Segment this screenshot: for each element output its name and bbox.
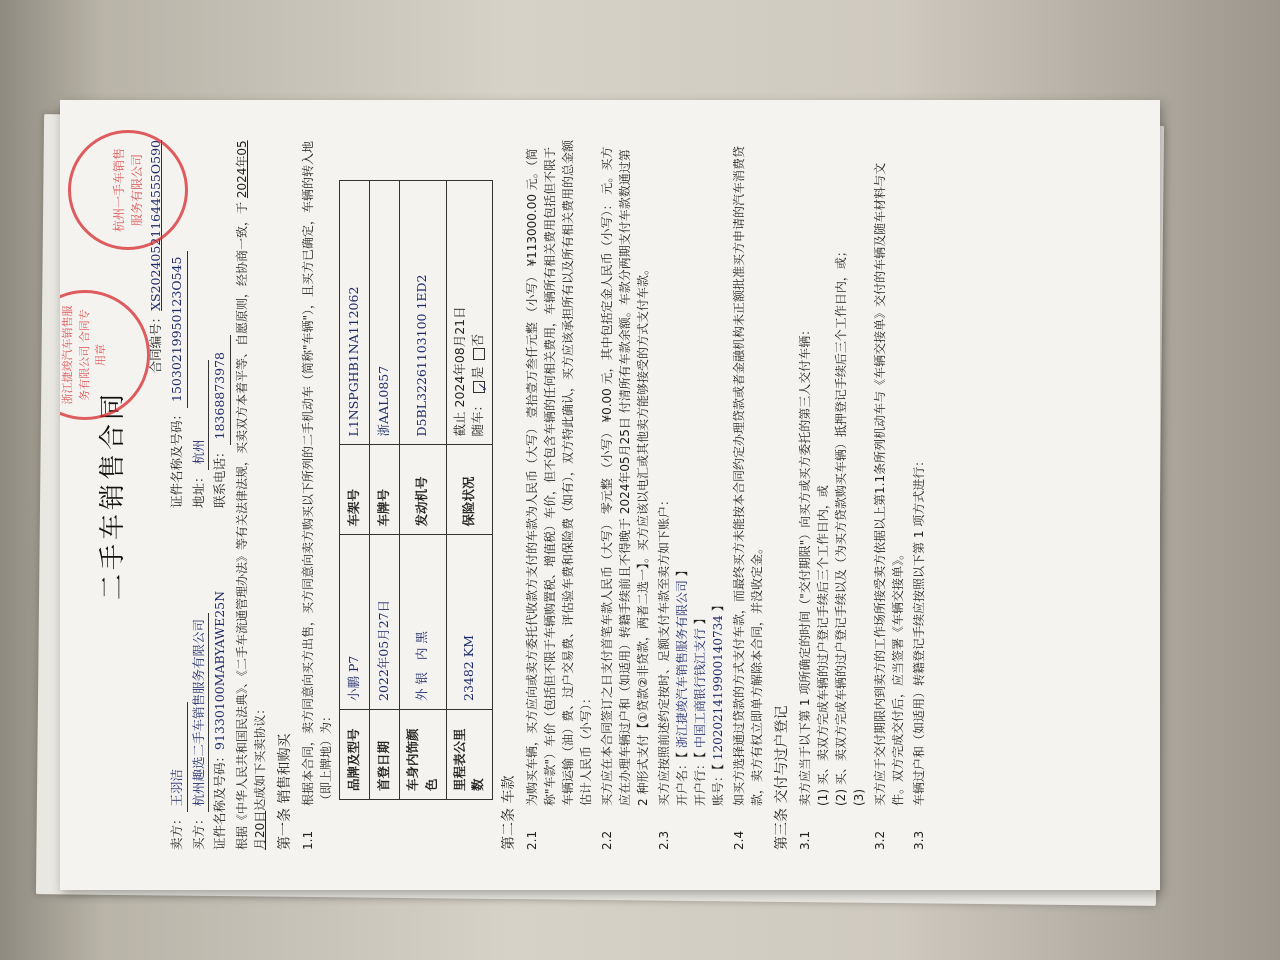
checkbox-no: [473, 348, 485, 360]
clause-3-3: 3.3 车辆过户和（如适用）转籍登记手续应按照以下第 1 项方式进行：: [912, 454, 926, 850]
account-name: 浙江捷竣汽车销售服务有限公司: [675, 580, 689, 749]
bank-name: 中国工商银行钱江支行: [693, 628, 707, 749]
vehicle-mileage: 23482 KM: [446, 535, 493, 710]
checkbox-yes: ✓: [474, 381, 490, 392]
buyer-id: 91330100MABYAWE25N: [212, 590, 228, 750]
article-1-title: 第一条 销售和购买: [277, 733, 293, 850]
vehicle-vin: L1NSPGHB1NA112062: [340, 181, 370, 445]
seller-row: 卖方：王羽洁 证件名称及号码：15030219950123O545: [168, 140, 188, 850]
clause-3-1: 3.1 卖方应当于以下第 1 项所确定的时间（"交付期限"）向买方或买方委托的第三人交付车辆： (1) 买、卖双方完成车辆的过户登记手续后三个工作日内，或 (2) 买、卖双方完成车辆的过户登记手续以及（为买方贷款购买车辆）抵押登记手续后三个工作日内，或； (3): [798, 245, 866, 850]
article-3-title: 第三条 交付与过户登记: [774, 705, 790, 850]
clause-2-2: 2.2 买方应在本合同签订之日支付首笔车款人民币（大写） 零元整 （小写） ¥0.00 元，其中包括定金人民币（小写）： 元。买方应在办理车辆过户和（如适用）转籍手续前且不得晚于 2024年05月25日 付清所有车款余额。车款分两期支付车款数通过第 2 种形式支付【①贷款②非贷款，两者二选一】。买方应该以电汇或其他卖方能够接受的方式支付车款。: [600, 146, 650, 850]
account-number: 1202021419900140734: [711, 615, 725, 761]
vehicle-plate: 浙AAL0857: [370, 181, 400, 445]
seller-name: 王羽洁: [168, 702, 188, 812]
contract-paper: [60, 100, 1160, 890]
buyer-id-row: 证件名称及号码：91330100MABYAWE25N 联系电话：18368873978: [211, 140, 231, 850]
vehicle-model: 小鹏 P7: [340, 535, 370, 710]
vehicle-regdate: 2022年05月27日: [370, 535, 400, 710]
clause-3-2: 3.2 买方应于交付期限内到卖方的工作场所接受卖方依据以上第1.1条所列机动车与《车辆交接单》交付的车辆及随车材料与文件。双方完成交付后，应当签署《车辆交接单》。: [873, 162, 905, 850]
intro-paragraph: 根据《中华人民共和国民法典》、《二手车流通管理办法》等有关法律法规，买卖双方本着平等、自愿原则，经协商一致，于 2024年05月20日达成如下买卖协议：: [235, 140, 267, 850]
vehicle-engine: D5BL32261103100 1ED2: [400, 181, 447, 445]
contract-seal: 浙江捷竣汽车销售服务有限公司 合同专用章: [60, 290, 150, 420]
seller-id: 15030219950123O545: [168, 251, 188, 408]
buyer-address: 杭州: [190, 360, 210, 470]
contract-body: [60, 110, 1140, 890]
vehicle-color: 外 银 内 黑: [400, 535, 447, 710]
vehicle-table: 品牌及型号 小鹏 P7 车架号 L1NSPGHB1NA112062 首登日期 2022年05月27日 车牌号 浙AAL0857 车身内饰颜色 外 银 内 黑 发动机号 D5BL32261103100 1ED2 里程表公里数 23482 KM 保险状况 截止 2024年08月21日 随车： ✓是 否: [339, 180, 493, 800]
clause-2-1: 2.1 为购买车辆，买方应向或卖方委托代收款方支付的车款为人民币（大写） 壹拾壹万叁仟元整 （小写） ¥113000.00 元。（简称"车款"）车价（包括但不限于车辆购置税、增值税）车价，但不包含车辆的任何相关费用，车辆所有相关费用包括但不限于车辆运输（油）费、过户交易费、评估验车费和保险费（如有），双方特此确认，买方应该承担所有以及所有相关费用的总金额估计人民币（小写）：: [525, 139, 593, 850]
clause-2-4: 2.4 如买方选择通过贷款的方式支付车款，而最终买方未能按本合同约定办理贷款或者金融机构未正额批准买方申请的汽车消费贷款，卖方有权立即单方解除本合同，并没收定金。: [732, 145, 764, 850]
clause-2-3: 2.3 买方应按照前述约定按时、足额支付车款至卖方如下账户： 开户名：【 浙江捷竣汽车销售服务有限公司 】 开户行：【 中国工商银行钱江支行 】 账号：【 1202021419900140734 】: [657, 493, 725, 850]
vehicle-insurance: 截止 2024年08月21日 随车： ✓是 否: [446, 181, 493, 445]
article-2-title: 第二条 车款: [501, 775, 517, 850]
clause-1-1: 1.1 根据本合同，卖方同意向买方出售，买方同意向卖方购买以下所列的二手机动车（简称"车辆"），且买方已确定，车辆的转入地（即上牌地）为：: [301, 140, 333, 850]
buyer-name: 杭州趣选二手车销售服务有限公司: [190, 613, 210, 813]
company-stamp: 杭州一手车销售服务有限公司: [68, 130, 188, 250]
buyer-phone: 18368873978: [211, 335, 231, 445]
buyer-row: 买方：杭州趣选二手车销售服务有限公司 地址：杭州: [190, 140, 210, 850]
contract-number: 合同编号：XS202405211644555O590: [148, 140, 163, 374]
contract-title: 二手车销售合同: [98, 390, 128, 601]
